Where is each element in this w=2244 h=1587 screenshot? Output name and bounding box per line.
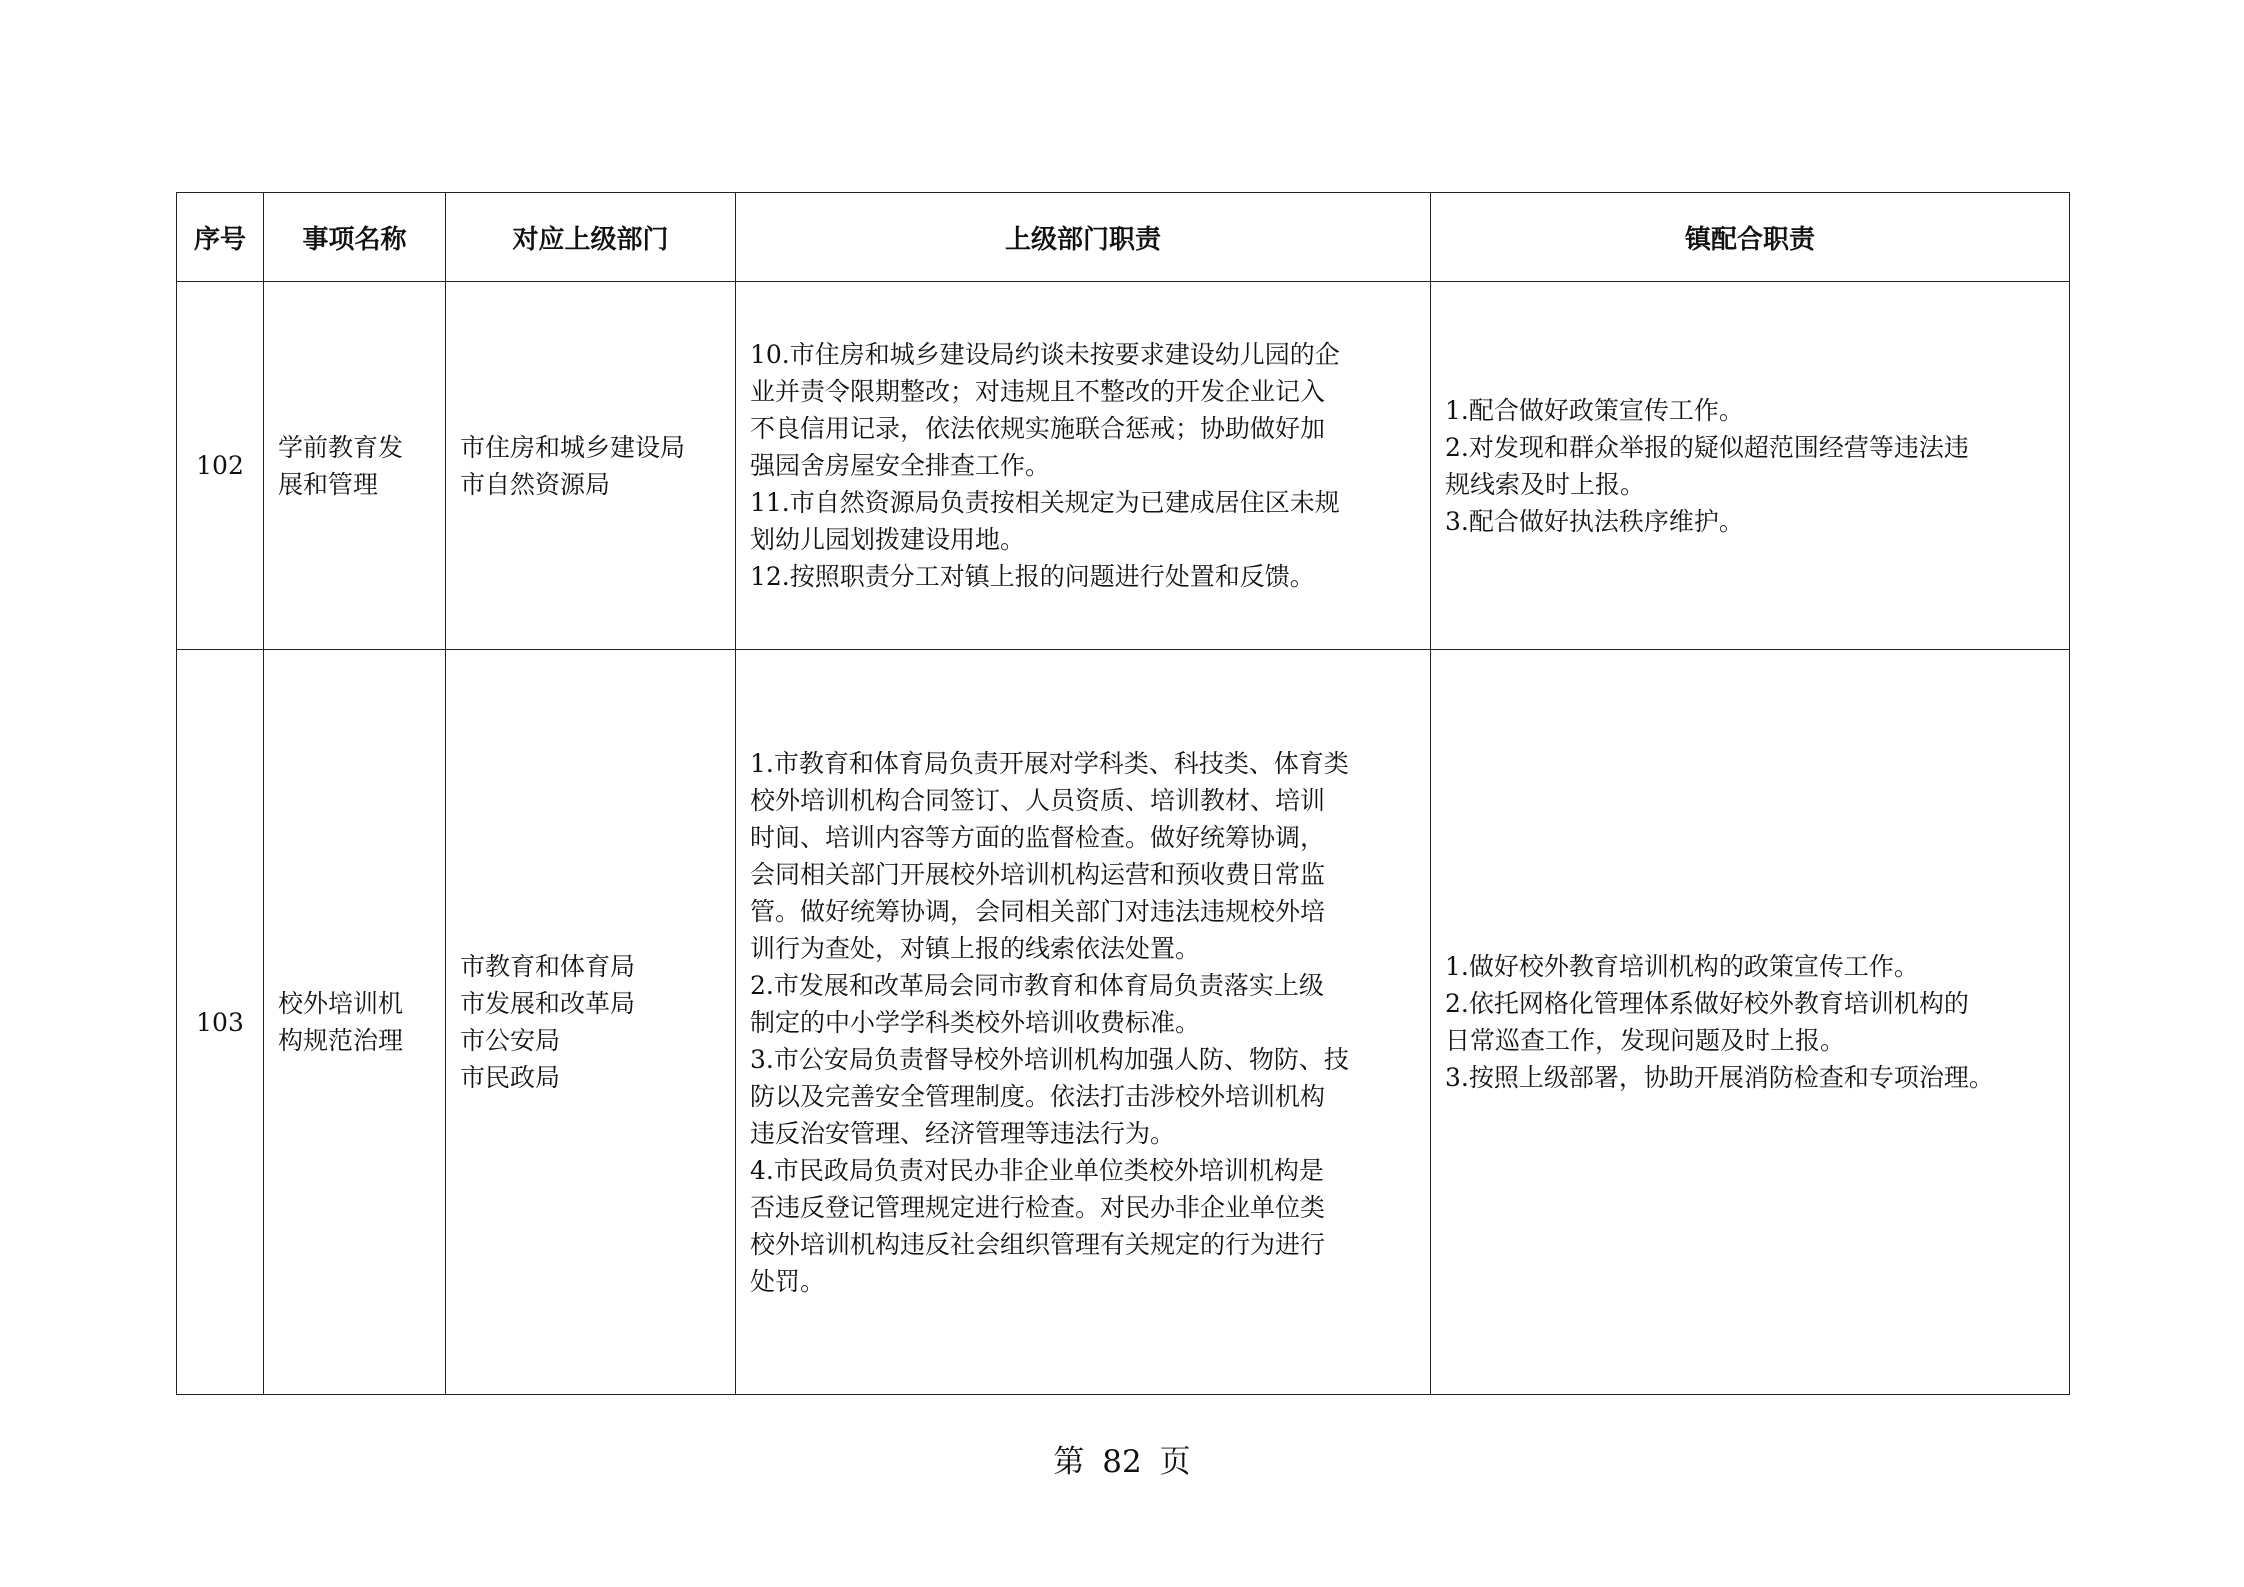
duty-line: 否违反登记管理规定进行检查。对民办非企业单位类 [750, 1192, 1326, 1222]
page-prefix: 第 [1053, 1444, 1085, 1480]
town-duty-line: 日常巡查工作，发现问题及时上报。 [1445, 1026, 1846, 1055]
item-name-line: 校外培训机 [278, 989, 404, 1018]
header-town-duties: 镇配合职责 [1431, 193, 2070, 282]
town-duty-line: 1.配合做好政策宣传工作。 [1445, 395, 1744, 425]
responsibility-table [176, 192, 2070, 1395]
duty-line: 时间、培训内容等方面的监督检查。做好统筹协调， [750, 822, 1326, 852]
page-suffix: 页 [1159, 1444, 1191, 1480]
town-duty-line: 2.依托网格化管理体系做好校外教育培训机构的 [1445, 989, 1969, 1018]
duty-line: 2.市发展和改革局会同市教育和体育局负责落实上级 [750, 970, 1324, 1000]
town-duty-line: 3.按照上级部署，协助开展消防检查和专项治理。 [1445, 1063, 1994, 1092]
town-duties-cell [1431, 282, 2070, 650]
duty-line: 会同相关部门开展校外培训机构运营和预收费日常监 [750, 859, 1326, 889]
duty-line: 校外培训机构违反社会组织管理有关规定的行为进行 [750, 1229, 1326, 1259]
item-name-line: 学前教育发 [278, 432, 404, 462]
item-name-line: 构规范治理 [278, 1026, 404, 1055]
upper-dept-cell [446, 650, 736, 1395]
town-duty-line: 2.对发现和群众举报的疑似超范围经营等违法违 [1445, 432, 1969, 462]
duty-line: 4.市民政局负责对民办非企业单位类校外培训机构是 [750, 1155, 1324, 1185]
town-duty-line: 1.做好校外教育培训机构的政策宣传工作。 [1445, 952, 1919, 981]
upper-duties-cell [736, 282, 1431, 650]
duty-line: 12.按照职责分工对镇上报的问题进行处置和反馈。 [750, 562, 1315, 591]
header-seq: 序号 [177, 193, 264, 282]
duty-line: 1.市教育和体育局负责开展对学科类、科技类、体育类 [750, 748, 1349, 778]
duty-line: 不良信用记录，依法依规实施联合惩戒；协助做好加 [750, 414, 1326, 443]
header-item-name: 事项名称 [264, 193, 446, 282]
seq-cell: 102 [177, 282, 264, 650]
duty-line: 防以及完善安全管理制度。依法打击涉校外培训机构 [750, 1081, 1326, 1111]
table-row [177, 650, 2070, 1395]
dept-line: 市教育和体育局 [460, 952, 636, 981]
upper-duties-cell [736, 650, 1431, 1395]
duty-line: 处罚。 [750, 1266, 826, 1296]
page-number: 82 [1102, 1444, 1142, 1480]
duty-line: 3.市公安局负责督导校外培训机构加强人防、物防、技 [750, 1044, 1349, 1074]
duty-line: 10.市住房和城乡建设局约谈未按要求建设幼儿园的企 [750, 340, 1340, 369]
duty-line: 管。做好统筹协调，会同相关部门对违法违规校外培 [750, 896, 1326, 926]
dept-line: 市公安局 [460, 1026, 561, 1055]
duty-line: 训行为查处，对镇上报的线索依法处置。 [750, 933, 1201, 963]
town-duties-cell [1431, 650, 2070, 1395]
duty-line: 划幼儿园划拨建设用地。 [750, 525, 1026, 554]
dept-line: 市住房和城乡建设局 [460, 432, 686, 462]
table-header-row [177, 193, 2070, 282]
header-upper-dept: 对应上级部门 [446, 193, 736, 282]
duty-line: 强园舍房屋安全排查工作。 [750, 451, 1051, 480]
town-duty-line: 3.配合做好执法秩序维护。 [1445, 506, 1744, 536]
duty-line: 制定的中小学学科类校外培训收费标准。 [750, 1007, 1201, 1037]
duty-line: 11.市自然资源局负责按相关规定为已建成居住区未规 [750, 488, 1340, 517]
dept-line: 市发展和改革局 [460, 989, 636, 1018]
upper-dept-cell [446, 282, 736, 650]
table-row [177, 282, 2070, 650]
item-name-line: 展和管理 [278, 469, 379, 499]
duty-line: 校外培训机构合同签订、人员资质、培训教材、培训 [750, 785, 1326, 815]
dept-line: 市自然资源局 [460, 469, 611, 499]
header-upper-duties: 上级部门职责 [736, 193, 1431, 282]
town-duty-line: 规线索及时上报。 [1445, 469, 1646, 499]
item-name-cell [264, 650, 446, 1395]
seq-cell: 103 [177, 650, 264, 1395]
item-name-cell [264, 282, 446, 650]
duty-line: 违反治安管理、经济管理等违法行为。 [750, 1118, 1176, 1148]
page-footer [0, 1436, 2244, 1481]
duty-line: 业并责令限期整改；对违规且不整改的开发企业记入 [750, 377, 1326, 406]
dept-line: 市民政局 [460, 1063, 561, 1092]
